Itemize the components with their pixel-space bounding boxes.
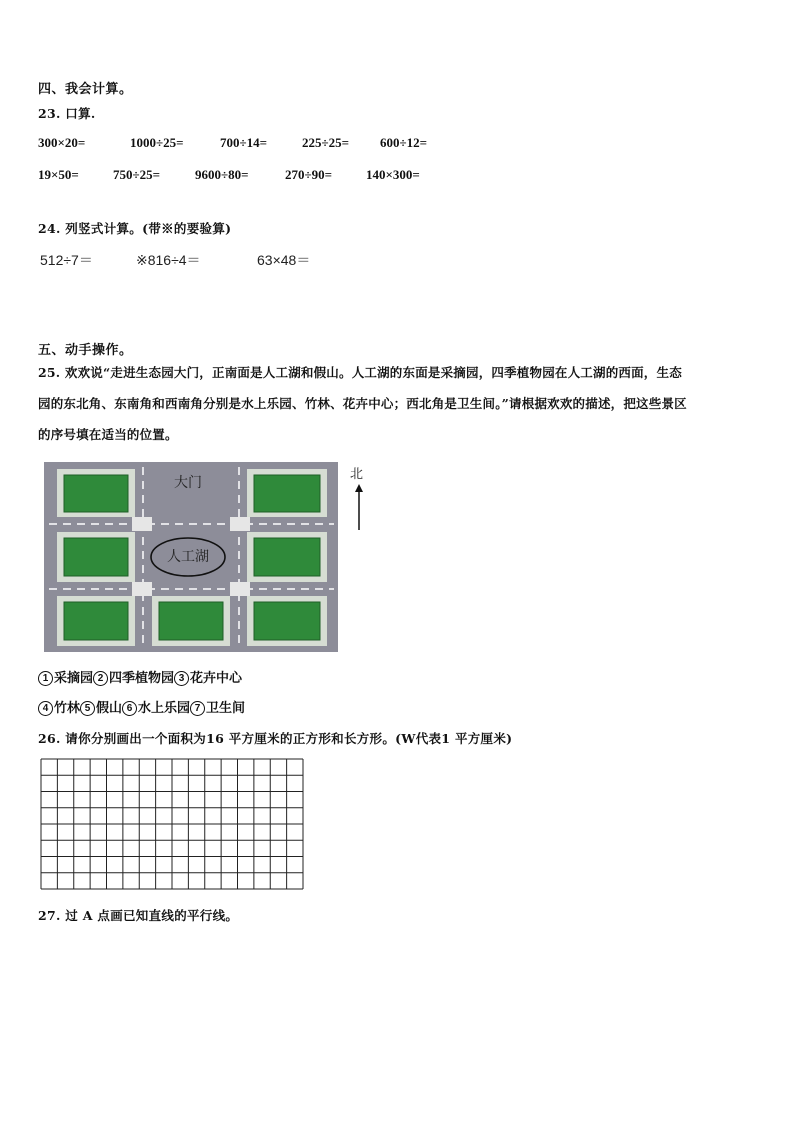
calc-item: 600÷12= [380, 135, 428, 150]
legend-item [93, 671, 174, 686]
calc-item: 700÷14= [220, 135, 268, 150]
legend-text: 假山 [96, 701, 123, 716]
legend-item [174, 671, 242, 686]
circled-number: 6 [122, 701, 137, 716]
calc-item: 140×300= [366, 167, 420, 182]
legend-item [122, 701, 190, 716]
legend-item [80, 701, 122, 716]
legend-item [38, 671, 93, 686]
vertical-calc-item: 63×48＝ [257, 252, 311, 268]
circled-number: 5 [80, 701, 95, 716]
calc-item: 300×20= [38, 135, 86, 150]
calc-item: 225÷25= [302, 135, 350, 150]
north-label: 北 [350, 467, 364, 482]
legend-item [38, 701, 80, 716]
calc-item: 19×50= [38, 167, 79, 182]
legend-text: 采摘园 [54, 671, 94, 686]
q25-paragraph [38, 357, 758, 450]
q25-paragraph-line: 园的东北角、东南角和西南角分别是水上乐园、竹林、花卉中心；西北角是卫生间。”请根据欢欢的描述，把这些景区 [38, 396, 687, 411]
legend-text: 花卉中心 [190, 671, 243, 686]
circled-number: 3 [174, 671, 189, 686]
legend-text: 竹林 [54, 701, 81, 716]
legend-text: 四季植物园 [109, 671, 175, 686]
legend-row-2 [38, 697, 245, 716]
circled-number: 1 [38, 671, 53, 686]
circled-number: 2 [93, 671, 108, 686]
q26-title: 26. 请你分别画出一个面积为16 平方厘米的正方形和长方形。(W代表1 平方厘米) [38, 731, 513, 746]
vertical-calc-item: 512÷7＝ [40, 252, 93, 268]
drawing-grid[interactable] [40, 758, 304, 890]
q24-title: 24. 列竖式计算。(带※的要验算) [38, 221, 232, 236]
q27-title: 27. 过 A 点画已知直线的平行线。 [38, 908, 239, 923]
gate-label: 大门 [174, 475, 202, 491]
q23-title: 23. 口算. [38, 106, 96, 121]
circled-number: 7 [190, 701, 205, 716]
calc-item: 9600÷80= [195, 167, 249, 182]
section-5-heading: 五、动手操作。 [38, 343, 133, 358]
calc-item: 750÷25= [113, 167, 161, 182]
vertical-calc-item: ※816÷4＝ [136, 252, 201, 268]
section-4-heading: 四、我会计算。 [38, 82, 133, 97]
legend-item [190, 701, 245, 716]
calc-item: 270÷90= [285, 167, 333, 182]
q25-paragraph-line: 25. 欢欢说“走进生态园大门，正南面是人工湖和假山。人工湖的东面是采摘园，四季植物园在人工湖的西面，生态 [38, 365, 682, 380]
q25-paragraph-line: 的序号填在适当的位置。 [38, 427, 178, 442]
legend-row-1 [38, 667, 242, 686]
legend-text: 水上乐园 [138, 701, 191, 716]
lake-label: 人工湖 [167, 549, 209, 565]
legend-text: 卫生间 [206, 701, 246, 716]
circled-number: 4 [38, 701, 53, 716]
north-arrow-icon [353, 484, 365, 530]
calc-item: 1000÷25= [130, 135, 184, 150]
